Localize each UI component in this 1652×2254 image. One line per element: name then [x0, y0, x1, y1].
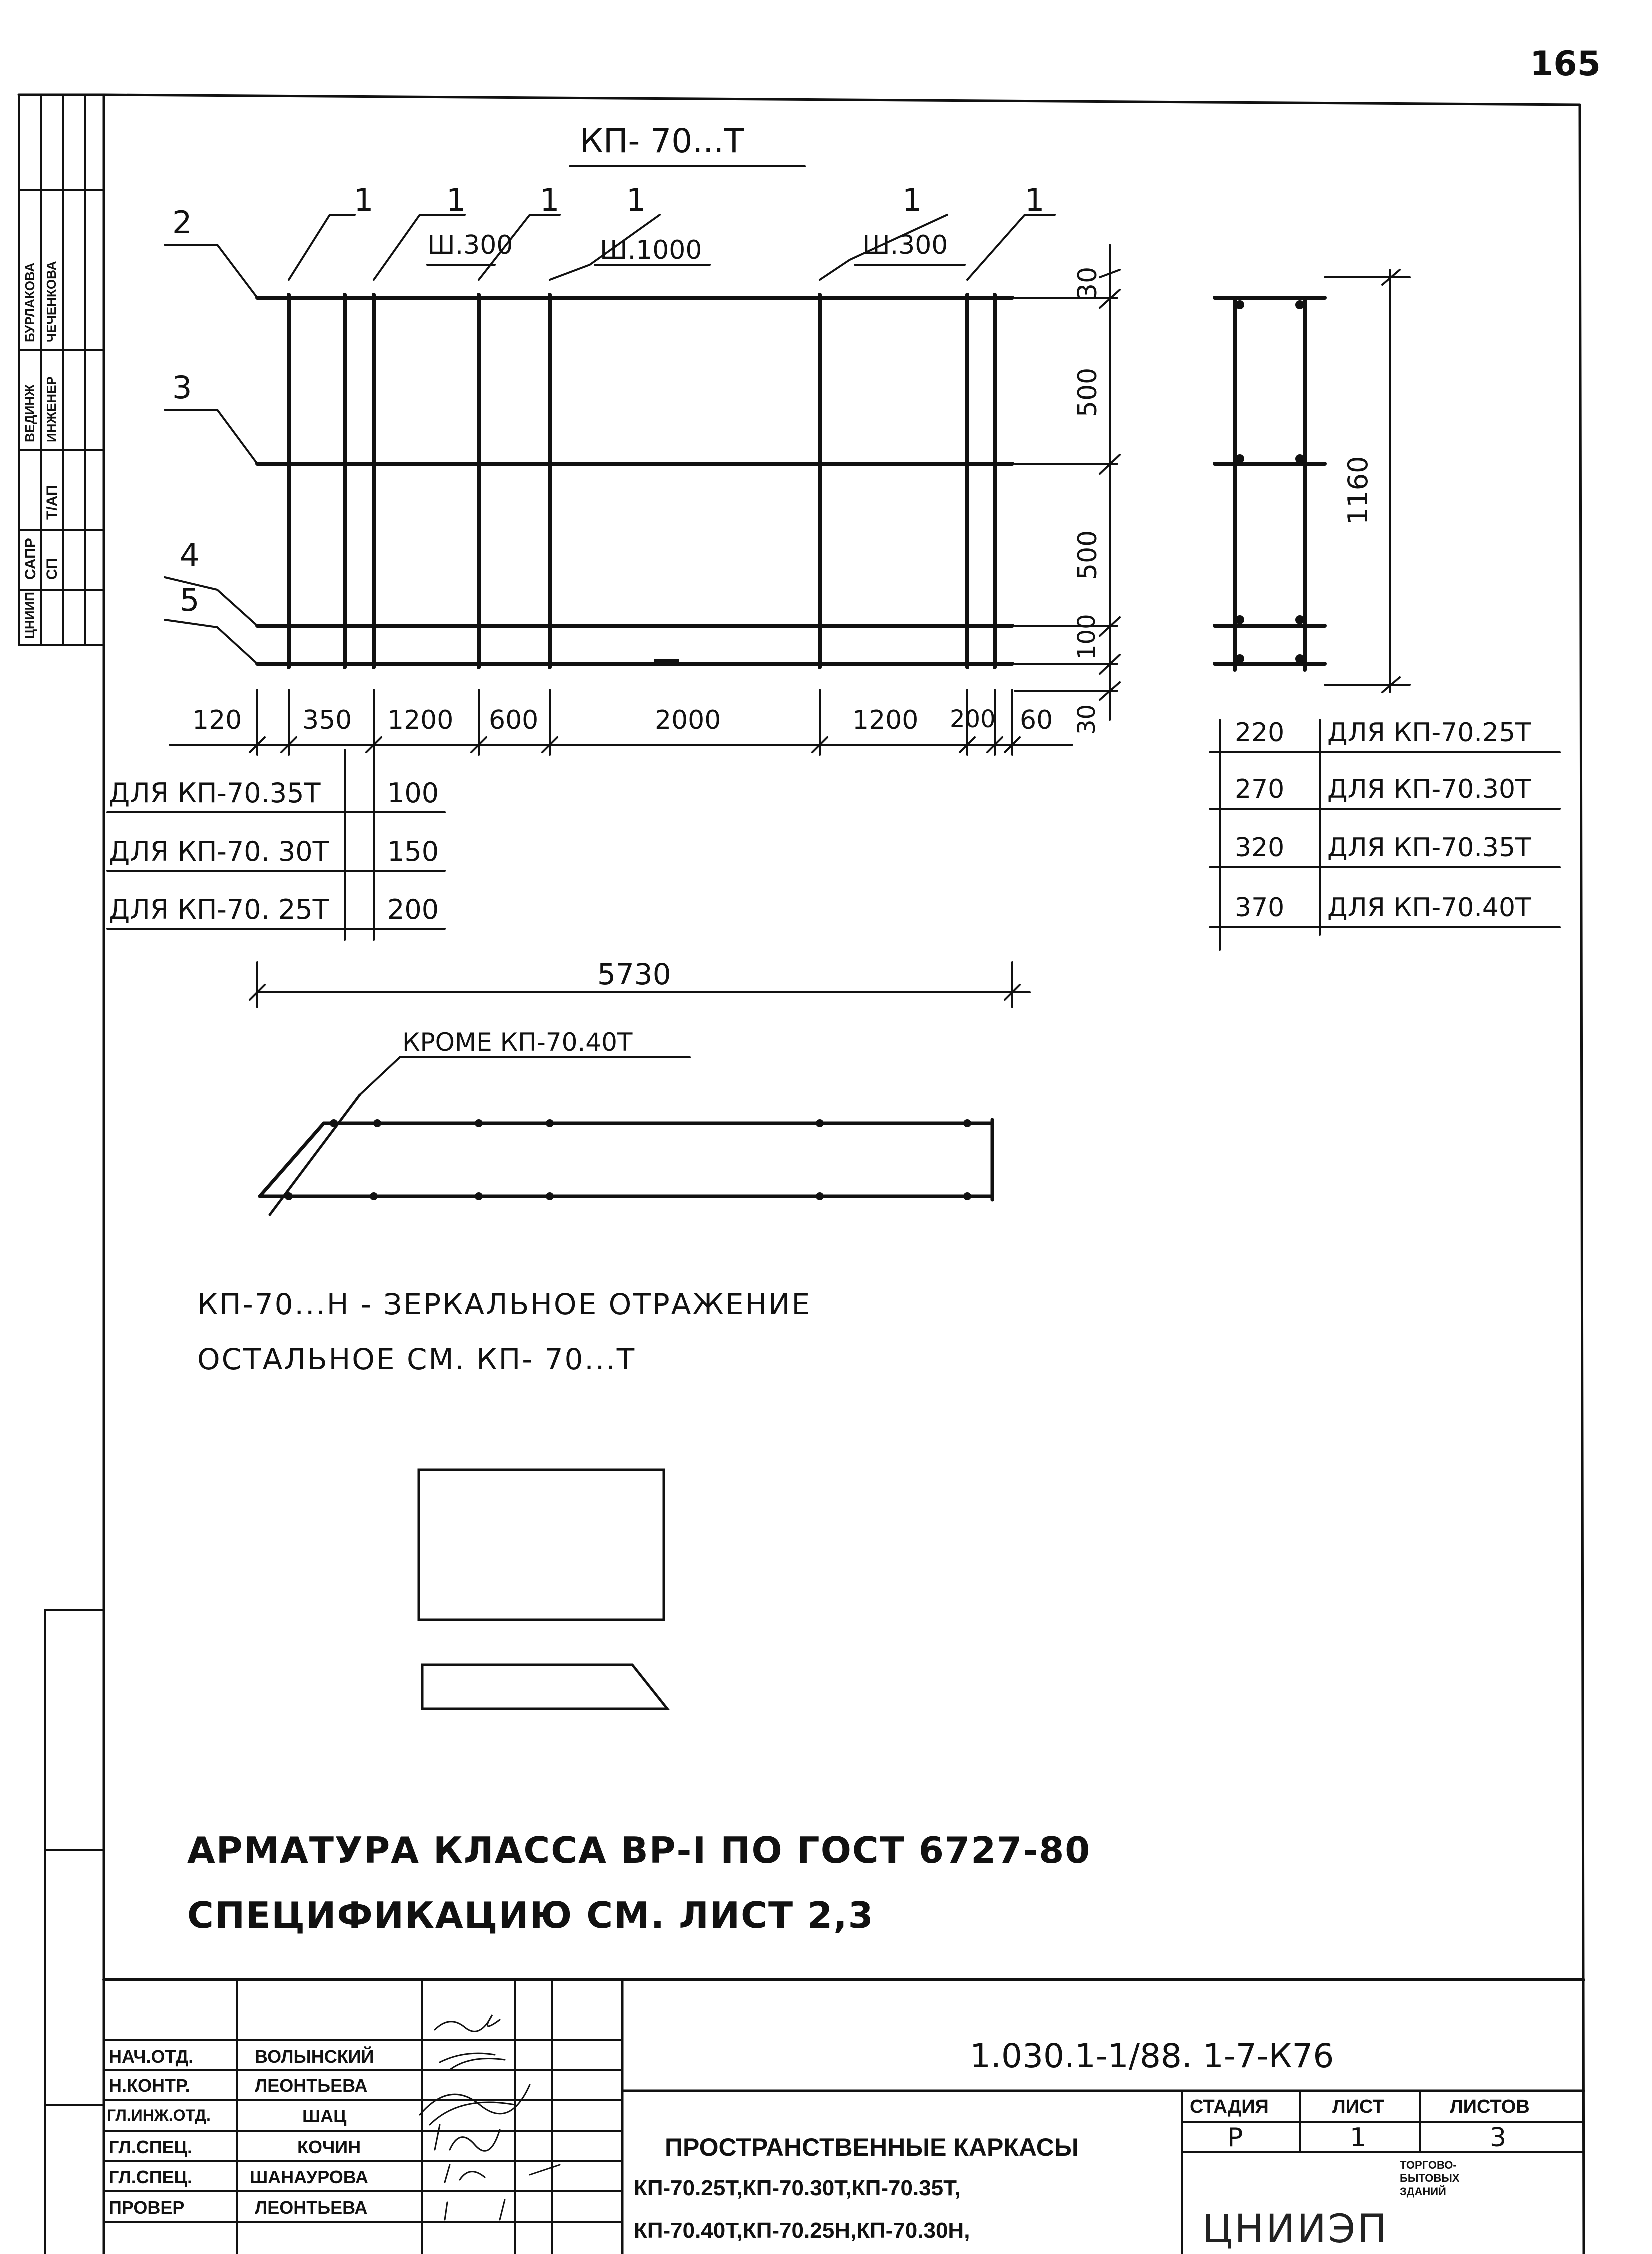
spacing-label-3: Ш.300 — [862, 230, 948, 260]
name-1: ВОЛЫНСКИЙ — [255, 2046, 374, 2067]
elevation-frame — [258, 295, 1012, 668]
side-stamp-vedinzh: ВЕДИНЖ — [22, 384, 38, 442]
org-subtitle: ТОРГОВО-БЫТОВЫХ ЗДАНИЙ — [1400, 2159, 1460, 2198]
spacing-label-2: Ш.1000 — [600, 236, 702, 266]
sheets-header: ЛИСТОВ — [1450, 2096, 1530, 2118]
side-stamp-inzhener: ИНЖЕНЕР — [44, 376, 59, 442]
left-variant-value-3: 200 — [388, 894, 440, 926]
hdim-120: 120 — [192, 706, 242, 736]
callout-1a: 1 — [354, 182, 374, 218]
signature-scribbles — [420, 2015, 560, 2220]
frame-title: КП- 70...Т — [580, 122, 744, 160]
name-2: ЛЕОНТЬЕВА — [255, 2076, 368, 2096]
role-2: Н.КОНТР. — [109, 2076, 190, 2096]
left-variant-value-1: 100 — [388, 778, 440, 809]
left-variant-label-1: ДЛЯ КП-70.35Т — [109, 778, 321, 809]
hdim-60: 60 — [1020, 706, 1054, 736]
name-4: КОЧИН — [298, 2137, 362, 2158]
role-3: ГЛ.ИНЖ.ОТД. — [107, 2106, 211, 2124]
note-mirror: КП-70...Н - ЗЕРКАЛЬНОЕ ОТРАЖЕНИЕ — [198, 1288, 812, 1322]
right-variant-label-3: ДЛЯ КП-70.35Т — [1328, 833, 1532, 863]
cross-section — [1215, 298, 1325, 670]
stamp-parallelogram — [422, 1665, 668, 1709]
left-lower-boxes — [45, 1610, 104, 2254]
vdim-100: 100 — [1073, 614, 1101, 660]
plan-view — [260, 1058, 992, 1215]
bar-leaders — [165, 245, 258, 664]
title-line-3: КП-70.40Т,КП-70.25Н,КП-70.30Н, — [634, 2218, 970, 2243]
role-6: ПРОВЕР — [109, 2198, 185, 2218]
side-stamp-chechenkova: ЧЕЧЕНКОВА — [44, 261, 59, 342]
stage-value: Р — [1228, 2123, 1244, 2153]
callout-1c: 1 — [540, 182, 560, 218]
name-5: ШАНАУРОВА — [250, 2167, 368, 2188]
callout-1b: 1 — [446, 182, 466, 218]
vdim-30-bottom: 30 — [1073, 704, 1101, 735]
overall-length: 5730 — [598, 958, 672, 992]
left-variant-label-3: ДЛЯ КП-70. 25Т — [109, 894, 330, 926]
role-1: НАЧ.ОТД. — [109, 2046, 194, 2067]
callout-5: 5 — [180, 582, 200, 618]
plan-label: КРОМЕ КП-70.40Т — [402, 1028, 633, 1057]
bottom-note-2: СПЕЦИФИКАЦИЮ СМ. ЛИСТ 2,3 — [188, 1894, 874, 1936]
doc-code: 1.030.1-1/88. 1-7-К76 — [970, 2037, 1334, 2076]
callout-1d: 1 — [626, 182, 646, 218]
hdim-600: 600 — [489, 706, 539, 736]
callout-4: 4 — [180, 537, 200, 574]
right-variant-value-2: 270 — [1235, 774, 1285, 804]
name-6: ЛЕОНТЬЕВА — [255, 2198, 368, 2218]
hdim-1200-b: 1200 — [852, 706, 919, 736]
left-variant-value-2: 150 — [388, 836, 440, 868]
stamp-rectangle — [419, 1470, 664, 1620]
side-stamp-sp: СП — [44, 558, 60, 580]
role-5: ГЛ.СПЕЦ. — [109, 2167, 192, 2188]
org-name: ЦНИИЭП — [1202, 2207, 1390, 2252]
hdim-350: 350 — [302, 706, 352, 736]
vdim-500-b: 500 — [1073, 530, 1103, 580]
hdim-1200-a: 1200 — [388, 706, 454, 736]
spacing-label-1: Ш.300 — [428, 230, 514, 260]
side-stamp-tap: Т/АП — [44, 485, 60, 520]
title-line-2: КП-70.25Т,КП-70.30Т,КП-70.35Т, — [634, 2176, 961, 2200]
bottom-note-1: АРМАТУРА КЛАССА ВР-I ПО ГОСТ 6727-80 — [188, 1830, 1092, 1872]
callout-3: 3 — [172, 370, 192, 406]
vdim-500-a: 500 — [1073, 368, 1103, 418]
right-variant-label-4: ДЛЯ КП-70.40Т — [1328, 893, 1532, 923]
role-4: ГЛ.СПЕЦ. — [109, 2137, 192, 2158]
vdim-30-top: 30 — [1073, 266, 1103, 300]
right-variant-value-3: 320 — [1235, 833, 1285, 863]
sheet-header: ЛИСТ — [1332, 2096, 1384, 2118]
vertical-dimension-chain — [1015, 245, 1120, 720]
note-rest: ОСТАЛЬНОЕ СМ. КП- 70...Т — [198, 1342, 636, 1376]
callout-2: 2 — [172, 204, 192, 241]
right-variant-label-1: ДЛЯ КП-70.25Т — [1328, 718, 1532, 748]
stage-header: СТАДИЯ — [1190, 2096, 1269, 2118]
callout-1f: 1 — [1025, 182, 1045, 218]
left-variant-label-2: ДЛЯ КП-70. 30Т — [109, 836, 330, 868]
hdim-200: 200 — [950, 706, 996, 734]
right-variant-value-1: 220 — [1235, 718, 1285, 748]
page-number: 165 — [1530, 44, 1601, 84]
sheets-value: 3 — [1490, 2123, 1507, 2153]
right-variant-label-2: ДЛЯ КП-70.30Т — [1328, 774, 1532, 804]
sheet-value: 1 — [1350, 2123, 1367, 2153]
side-stamp-burlakova: БУРЛАКОВА — [22, 262, 38, 342]
callout-1e: 1 — [902, 182, 922, 218]
side-stamp-sapr: САПР — [22, 538, 39, 580]
section-height: 1160 — [1342, 456, 1374, 525]
side-stamp-tsniip: ЦНИИП — [22, 592, 38, 639]
title-line-1: ПРОСТРАНСТВЕННЫЕ КАРКАСЫ — [665, 2134, 1079, 2162]
right-variant-value-4: 370 — [1235, 893, 1285, 923]
hdim-2000: 2000 — [655, 706, 722, 736]
name-3: ШАЦ — [302, 2106, 347, 2126]
